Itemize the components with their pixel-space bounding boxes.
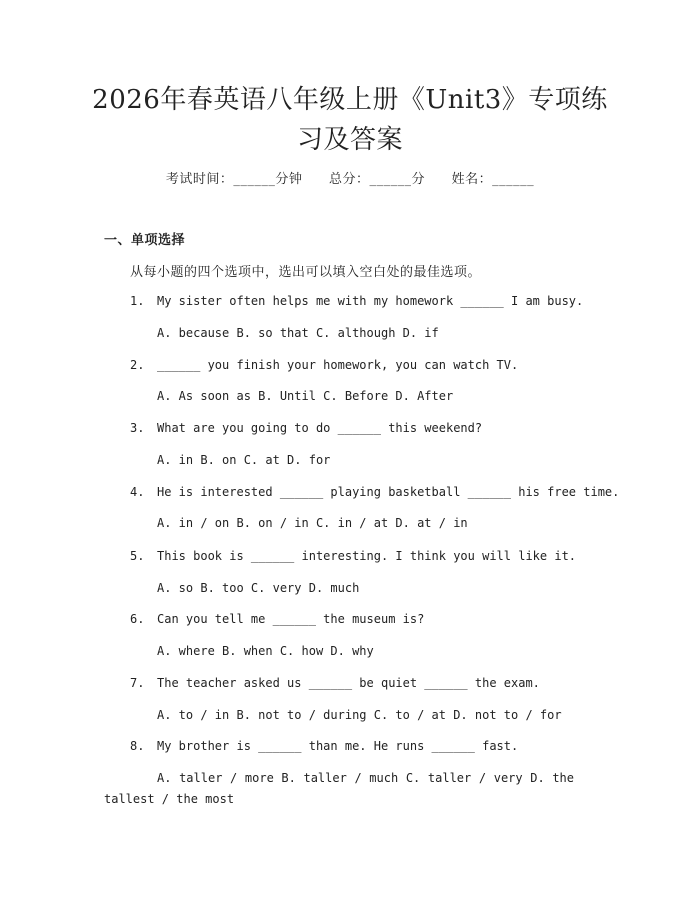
question-number: 7. (130, 676, 145, 690)
question-item (130, 294, 583, 308)
title-line-1: 2026年春英语八年级上册《Unit3》专项练 (92, 85, 608, 115)
question-text: Can you tell me ______ the museum is? (157, 612, 425, 626)
question-options: A. in / on B. on / in C. in / at D. at / in (157, 516, 468, 530)
question-item (130, 676, 540, 690)
question-options: A. because B. so that C. although D. if (157, 326, 439, 340)
exam-time: 考试时间：______分钟 (165, 172, 303, 187)
question-number: 3. (130, 421, 145, 435)
question-options: A. in B. on C. at D. for (157, 453, 331, 467)
question-options: A. As soon as B. Until C. Before D. After (157, 389, 454, 403)
question-text: What are you going to do ______ this weekend? (157, 421, 483, 435)
question-number: 5. (130, 549, 145, 563)
question-options: A. where B. when C. how D. why (157, 644, 374, 658)
question-options: A. taller / more B. taller / much C. taller / very D. the tallest / the most (104, 771, 574, 806)
question-number: 8. (130, 739, 145, 753)
title-line-2: 习及答案 (296, 125, 403, 155)
document-title (60, 80, 640, 160)
question-item (130, 549, 576, 563)
question-number: 6. (130, 612, 145, 626)
question-options: A. so B. too C. very D. much (157, 581, 360, 595)
question-number: 2. (130, 358, 145, 372)
exam-meta (0, 168, 700, 187)
question-item (130, 421, 482, 435)
question-item (130, 485, 619, 499)
question-item (130, 358, 518, 372)
section-instruction: 从每小题的四个选项中，选出可以填入空白处的最佳选项。 (130, 265, 482, 280)
question-number: 1. (130, 294, 145, 308)
section-heading: 一、单项选择 (104, 233, 186, 248)
question-text: ______ you finish your homework, you can watch TV. (157, 358, 519, 372)
question-number: 4. (130, 485, 145, 499)
question-options: A. to / in B. not to / during C. to / at D. not to / for (157, 708, 562, 722)
question-text: This book is ______ interesting. I think you will like it. (157, 549, 577, 563)
question-text: He is interested ______ playing basketball ______ his free time. (157, 485, 620, 499)
question-text: My brother is ______ than me. He runs ______ fast. (157, 739, 519, 753)
question-text: The teacher asked us ______ be quiet ______ the exam. (157, 676, 540, 690)
question-item (130, 612, 424, 626)
exam-score: 总分：______分 (328, 172, 425, 187)
question-item (130, 739, 518, 753)
exam-name: 姓名：______ (451, 172, 535, 187)
question-text: My sister often helps me with my homework ______ I am busy. (157, 294, 584, 308)
